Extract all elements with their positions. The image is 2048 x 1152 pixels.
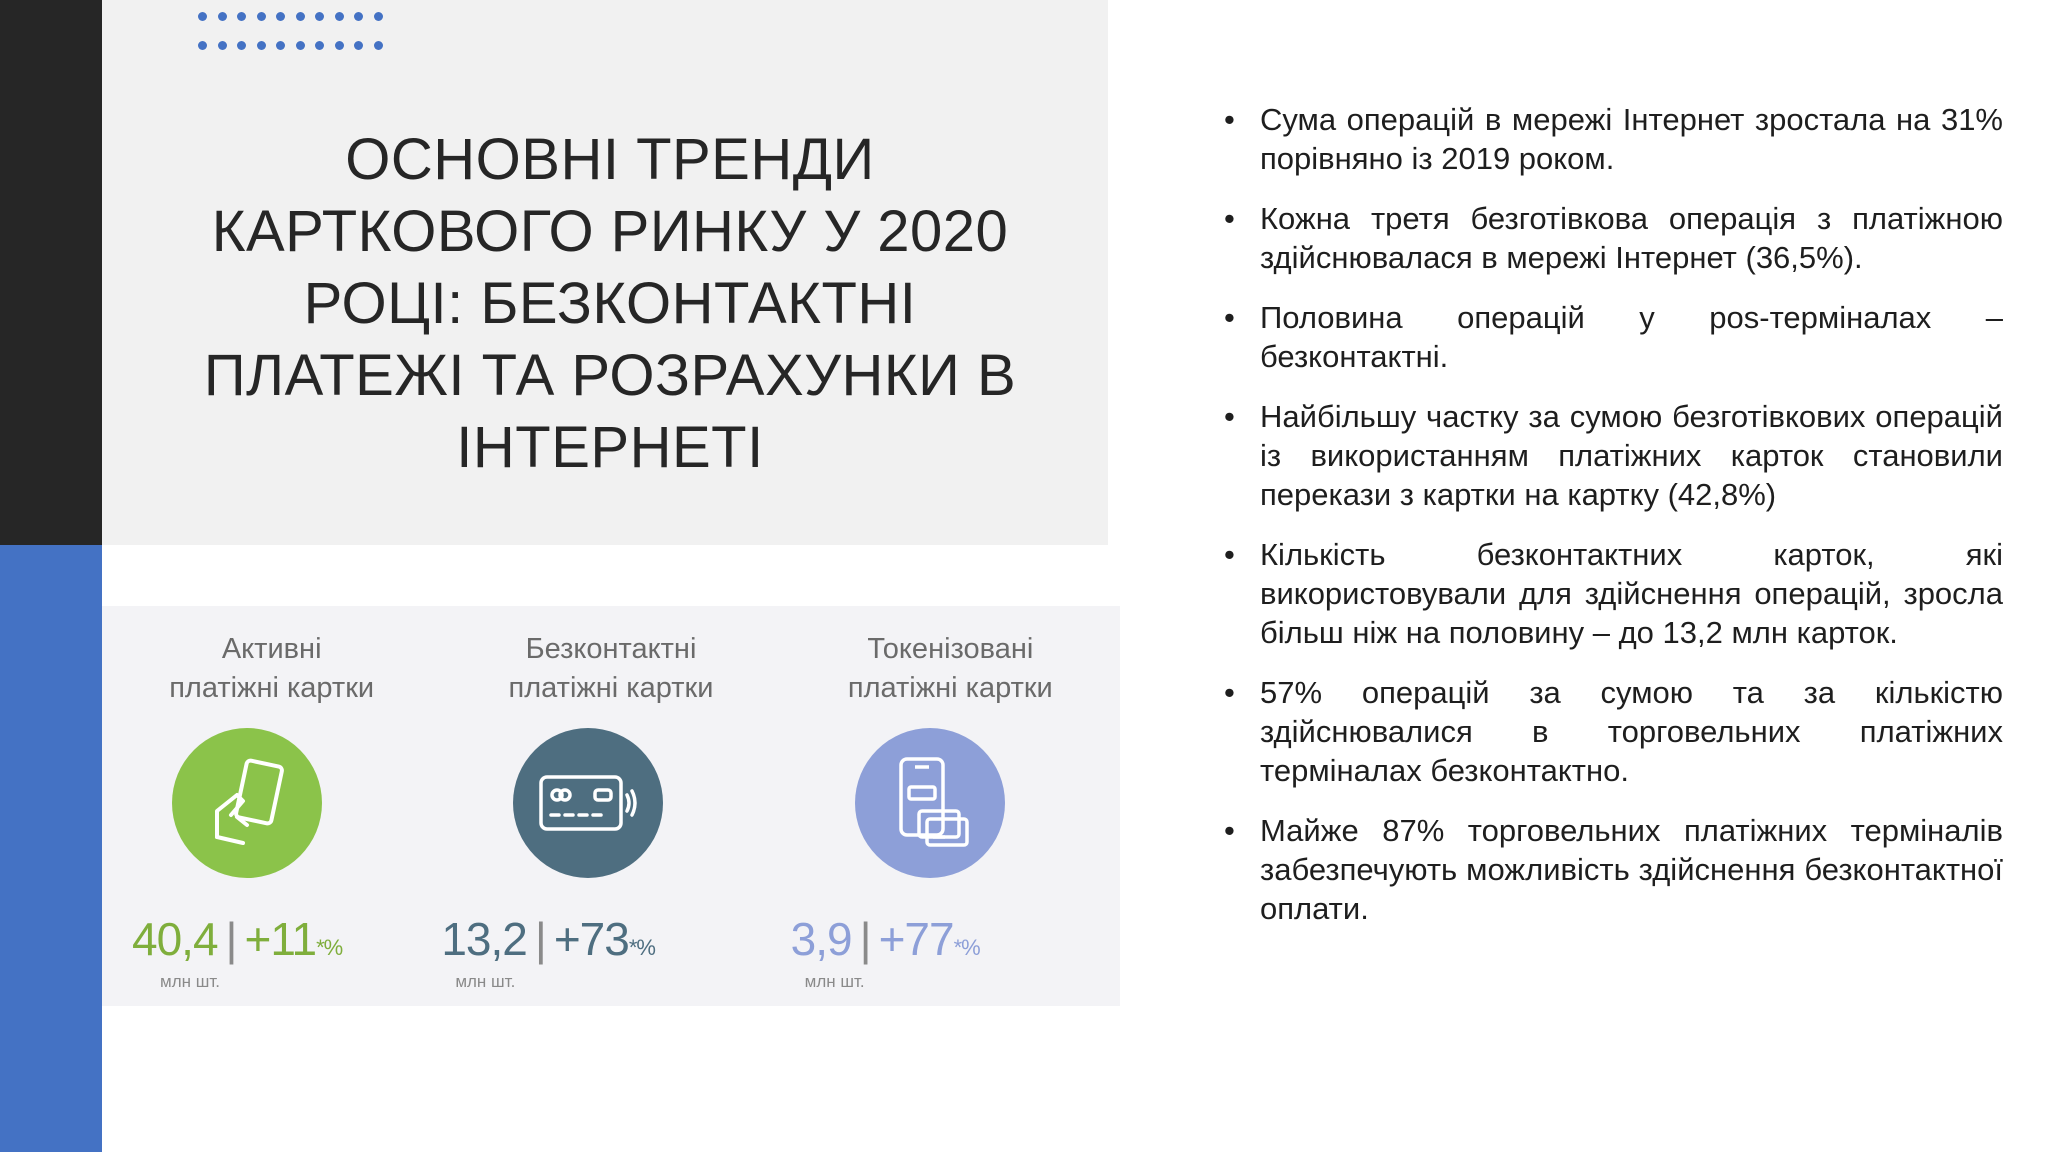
- stat-label: Безконтактні платіжні картки: [508, 633, 714, 704]
- stat-unit: млн шт.: [455, 972, 516, 991]
- bullet-item: • Кількість безконтактних карток, які використовували для здійснення операцій, зросла більш ніж на половину – до 13,2 млн карток.: [1228, 535, 2003, 652]
- blue-accent-bar: [0, 545, 102, 1152]
- stat-value: 13,2 | +73*%: [441, 913, 655, 965]
- stat-label: Токенізовані платіжні картки: [847, 633, 1053, 704]
- bullet-list: [1228, 100, 2003, 949]
- decorative-dot-grid: [198, 12, 408, 70]
- contactless-card-icon: [513, 728, 663, 878]
- bullet-item: • Кожна третя безготівкова операція з платіжною здійснювалася в мережі Інтернет (36,5%).: [1228, 199, 2003, 277]
- stat-label: Активні платіжні картки: [169, 633, 375, 704]
- slide-title: ОСНОВНІ ТРЕНДИ КАРТКОВОГО РИНКУ У 2020 РОЦІ: БЕЗКОНТАКТНІ ПЛАТЕЖІ ТА РОЗРАХУНКИ В ІНТЕРНЕТІ: [203, 127, 1017, 480]
- bullet-item: • 57% операцій за сумою та за кількістю здійснювалися в торговельних платіжних терміналах безконтактно.: [1228, 673, 2003, 790]
- bullet-item: • Найбільшу частку за сумою безготівкових операцій із використанням платіжних карток становили перекази з картки на картку (42,8%): [1228, 397, 2003, 514]
- card-stats-infographic: [102, 606, 1120, 1006]
- stat-contactless-cards: [441, 606, 780, 1006]
- bullet-item: • Половина операцій у pos-терміналах – безконтактні.: [1228, 298, 2003, 376]
- card-in-hand-icon: [172, 728, 322, 878]
- bullet-item: • Майже 87% торговельних платіжних терміналів забезпечують можливість здійснення безконтактної оплати.: [1228, 811, 2003, 928]
- phone-pay-icon: [855, 728, 1005, 878]
- stat-unit: млн шт.: [804, 972, 865, 991]
- stat-value: 3,9 | +77*%: [790, 913, 980, 965]
- stat-unit: млн шт.: [160, 972, 220, 991]
- dark-accent-bar: [0, 0, 102, 545]
- stat-value: 40,4 | +11*%: [132, 913, 343, 965]
- stat-tokenized-cards: [781, 606, 1120, 1006]
- stat-active-cards: [102, 606, 441, 1006]
- bullet-item: • Сума операцій в мережі Інтернет зростала на 31% порівняно із 2019 роком.: [1228, 100, 2003, 178]
